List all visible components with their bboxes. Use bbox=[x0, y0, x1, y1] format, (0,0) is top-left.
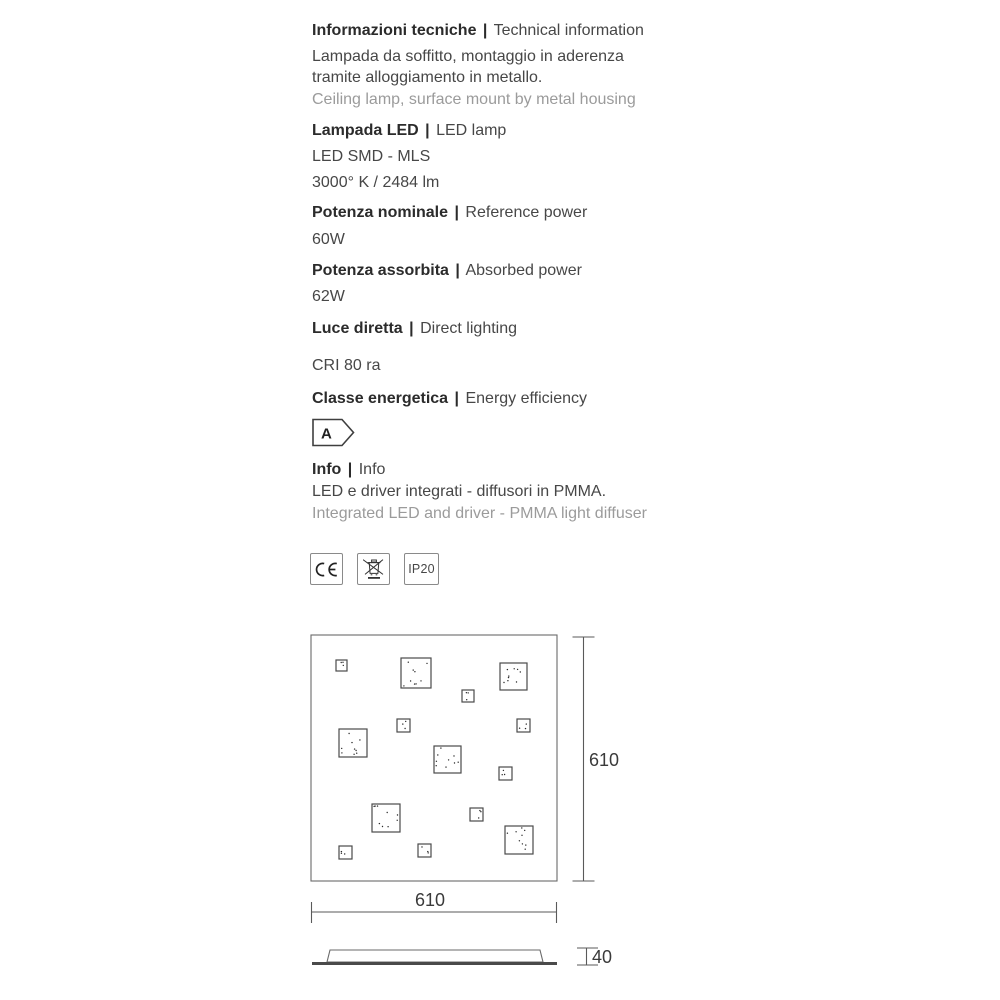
led-dot bbox=[517, 669, 518, 670]
section-heading-info bbox=[312, 459, 732, 481]
led-dot bbox=[525, 849, 526, 850]
led-panel-square bbox=[434, 746, 461, 773]
led-dot bbox=[344, 853, 345, 854]
heading-english: Energy efficiency bbox=[465, 390, 588, 407]
section-heading-absorbed-power bbox=[312, 260, 732, 282]
led-dot bbox=[421, 846, 422, 847]
led-dot bbox=[403, 685, 404, 686]
led-dot bbox=[507, 833, 508, 834]
led-panel-square bbox=[372, 804, 400, 832]
led-dot bbox=[440, 747, 441, 748]
led-dot bbox=[377, 805, 378, 806]
led-dot bbox=[404, 728, 405, 729]
led-dot bbox=[466, 692, 467, 693]
led-dot bbox=[516, 681, 517, 682]
energy-class-arrow-icon bbox=[312, 418, 358, 448]
led-panel-square bbox=[470, 808, 483, 821]
led-dot bbox=[379, 823, 380, 824]
led-dot bbox=[508, 675, 509, 676]
heading-separator: | bbox=[425, 122, 430, 139]
heading-separator: | bbox=[347, 461, 353, 478]
led-panel-square bbox=[397, 719, 410, 732]
led-dot bbox=[420, 680, 421, 681]
heading-italian: Luce diretta bbox=[312, 320, 403, 337]
led-dot bbox=[397, 820, 398, 821]
led-dot bbox=[382, 826, 383, 827]
led-dot bbox=[428, 852, 429, 853]
led-dot bbox=[341, 853, 342, 854]
led-dot bbox=[522, 843, 523, 844]
heading-separator: | bbox=[482, 22, 488, 39]
led-dot bbox=[515, 831, 516, 832]
energy-class-letter: A bbox=[321, 425, 332, 443]
ip-rating-badge bbox=[404, 553, 439, 585]
led-dot bbox=[514, 668, 515, 669]
led-panel-square bbox=[336, 660, 347, 671]
led-dot bbox=[415, 683, 416, 684]
reference-power-value: 60W bbox=[312, 231, 345, 248]
led-dot bbox=[507, 669, 508, 670]
led-dot bbox=[341, 752, 342, 753]
absorbed-power-value: 62W bbox=[312, 288, 345, 305]
led-dot bbox=[480, 811, 481, 812]
led-dot bbox=[503, 682, 504, 683]
description-english: Ceiling lamp, surface mount by metal housing bbox=[312, 91, 636, 108]
heading-english: Absorbed power bbox=[465, 262, 582, 279]
led-dot bbox=[504, 774, 505, 775]
led-dot bbox=[521, 827, 522, 828]
led-dot bbox=[387, 826, 388, 827]
led-panel-square bbox=[418, 844, 431, 857]
heading-english: Info bbox=[358, 461, 386, 478]
description-italian-line1: Lampada da soffitto, montaggio in aderenza bbox=[312, 48, 624, 65]
lamp-side-profile bbox=[327, 950, 543, 962]
led-dot bbox=[426, 663, 427, 664]
energy-class-badge bbox=[312, 418, 358, 448]
certification-icons-row bbox=[310, 552, 439, 586]
led-dot bbox=[519, 840, 520, 841]
heading-separator: | bbox=[454, 204, 459, 221]
led-dot bbox=[410, 680, 411, 681]
led-dot bbox=[402, 723, 403, 724]
heading-english: Reference power bbox=[465, 204, 588, 221]
depth-dimension-label: 40 bbox=[592, 947, 613, 967]
led-dot bbox=[408, 662, 409, 663]
heading-italian: Info bbox=[312, 461, 342, 478]
led-panel-square bbox=[505, 826, 533, 854]
led-dot bbox=[508, 677, 509, 678]
led-dot bbox=[342, 662, 343, 663]
led-panel-square bbox=[500, 663, 527, 690]
led-dot bbox=[414, 683, 415, 684]
weee-badge bbox=[357, 553, 390, 585]
led-dot bbox=[507, 680, 508, 681]
section-heading-technical-information bbox=[312, 20, 732, 42]
led-panel-square bbox=[462, 690, 474, 702]
led-dot bbox=[414, 671, 415, 672]
weee-crossed-bin-icon bbox=[363, 558, 385, 580]
width-dimension-label: 610 bbox=[414, 890, 446, 910]
led-dot bbox=[525, 728, 526, 729]
led-dot bbox=[458, 762, 459, 763]
led-dot bbox=[387, 812, 388, 813]
heading-english: Technical information bbox=[493, 22, 644, 39]
led-dot bbox=[348, 733, 349, 734]
led-dot bbox=[454, 762, 455, 763]
led-dot bbox=[436, 765, 437, 766]
heading-separator: | bbox=[454, 390, 460, 407]
heading-italian: Potenza assorbita bbox=[312, 262, 449, 279]
ce-mark-icon bbox=[315, 562, 338, 577]
ip-rating-label: IP20 bbox=[408, 562, 435, 576]
info-english: Integrated LED and driver - PMMA light diffuser bbox=[312, 505, 647, 522]
led-dot bbox=[519, 728, 520, 729]
led-dot bbox=[397, 814, 398, 815]
led-dot bbox=[351, 742, 352, 743]
heading-italian: Informazioni tecniche bbox=[312, 22, 477, 39]
heading-italian: Lampada LED bbox=[312, 122, 419, 139]
led-dot bbox=[448, 759, 449, 760]
led-dot bbox=[520, 671, 521, 672]
led-dot bbox=[353, 754, 354, 755]
section-heading-direct-lighting bbox=[312, 318, 732, 340]
heading-italian: Potenza nominale bbox=[312, 204, 449, 221]
led-dot bbox=[355, 750, 356, 751]
heading-separator: | bbox=[409, 320, 414, 337]
led-dot bbox=[445, 766, 446, 767]
description-italian-line2: tramite alloggiamento in metallo. bbox=[312, 69, 543, 86]
led-dot bbox=[373, 806, 374, 807]
led-dot bbox=[526, 723, 527, 724]
technical-drawing bbox=[300, 628, 640, 988]
led-panel-square bbox=[339, 846, 352, 859]
heading-separator: | bbox=[455, 262, 460, 279]
led-dot bbox=[525, 844, 526, 845]
led-dot bbox=[466, 699, 467, 700]
section-heading-reference-power bbox=[312, 202, 732, 224]
led-dot bbox=[503, 770, 504, 771]
section-heading-led-lamp bbox=[312, 120, 732, 142]
led-dot bbox=[341, 662, 342, 663]
led-panel-square bbox=[499, 767, 512, 780]
led-dot bbox=[521, 835, 522, 836]
led-panel-square bbox=[339, 729, 367, 757]
led-dot bbox=[478, 817, 479, 818]
led-dot bbox=[359, 739, 360, 740]
led-dot bbox=[502, 774, 503, 775]
info-italian: LED e driver integrati - diffusori in PMMA. bbox=[312, 483, 607, 500]
height-dimension-label: 610 bbox=[589, 750, 620, 770]
led-dot bbox=[356, 753, 357, 754]
cri-value: CRI 80 ra bbox=[312, 357, 381, 374]
led-dot bbox=[524, 830, 525, 831]
led-dot bbox=[453, 755, 454, 756]
heading-english: LED lamp bbox=[436, 122, 507, 139]
led-type: LED SMD - MLS bbox=[312, 148, 431, 165]
led-dot bbox=[354, 748, 355, 749]
heading-italian: Classe energetica bbox=[312, 390, 449, 407]
led-dot bbox=[405, 721, 406, 722]
led-specs: 3000° K / 2484 lm bbox=[312, 174, 440, 191]
section-heading-energy-efficiency bbox=[312, 388, 732, 410]
led-dot bbox=[413, 669, 414, 670]
led-dot bbox=[343, 665, 344, 666]
led-dot bbox=[341, 851, 342, 852]
led-dot bbox=[436, 761, 437, 762]
led-dot bbox=[341, 748, 342, 749]
heading-english: Direct lighting bbox=[420, 320, 518, 337]
led-dot bbox=[437, 754, 438, 755]
led-panel-square bbox=[517, 719, 530, 732]
led-dot bbox=[468, 692, 469, 693]
led-dot bbox=[479, 810, 480, 811]
ce-mark-badge bbox=[310, 553, 343, 585]
led-dot bbox=[427, 851, 428, 852]
